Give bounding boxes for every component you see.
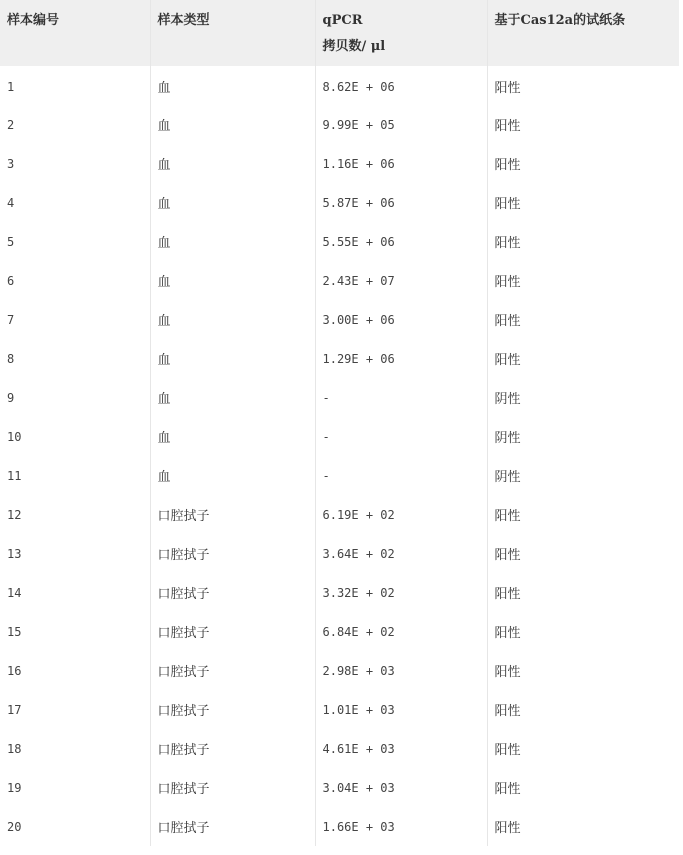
cell-strip-result: 阴性	[487, 378, 679, 417]
cell-strip-result: 阳性	[487, 534, 679, 573]
header-qpcr-unit: 拷贝数/ μl	[322, 39, 386, 54]
cell-strip-result: 阳性	[487, 183, 679, 222]
cell-sample-id: 1	[7, 79, 15, 94]
cell-sample-type: 口腔拭子	[150, 729, 315, 768]
cell-strip-result: 阳性	[487, 729, 679, 768]
cell-qpcr-copies: 3.64E + 02	[315, 534, 487, 573]
cell-sample-type: 血	[150, 261, 315, 300]
table-row	[0, 651, 679, 690]
cell-sample-id: 10	[7, 429, 22, 444]
cell-strip-result: 阳性	[487, 222, 679, 261]
table-header-row	[0, 0, 679, 66]
table-row	[0, 222, 679, 261]
table-row	[0, 807, 679, 846]
cell-sample-id: 14	[7, 585, 22, 600]
cell-sample-type: 口腔拭子	[150, 612, 315, 651]
header-strip-label: 基于Cas12a的试纸条	[494, 13, 626, 28]
cell-qpcr-copies: 5.87E + 06	[315, 183, 487, 222]
cell-sample-id: 2	[7, 117, 15, 132]
table-row	[0, 261, 679, 300]
cell-qpcr-copies: 1.29E + 06	[315, 339, 487, 378]
cell-qpcr-copies: 1.01E + 03	[315, 690, 487, 729]
header-sample-id	[0, 0, 150, 66]
cell-sample-type: 血	[150, 144, 315, 183]
table-row	[0, 300, 679, 339]
cell-qpcr-copies: 2.43E + 07	[315, 261, 487, 300]
cell-qpcr-copies: -	[315, 417, 487, 456]
cell-strip-result: 阳性	[487, 612, 679, 651]
cell-qpcr-copies: 3.32E + 02	[315, 573, 487, 612]
table-row	[0, 417, 679, 456]
cell-sample-type: 血	[150, 378, 315, 417]
table-row	[0, 183, 679, 222]
table-row	[0, 105, 679, 144]
cell-strip-result: 阳性	[487, 651, 679, 690]
cell-sample-type: 血	[150, 222, 315, 261]
cell-strip-result: 阴性	[487, 456, 679, 495]
cell-sample-type: 血	[150, 105, 315, 144]
cell-sample-id: 8	[7, 351, 15, 366]
cell-strip-result: 阳性	[487, 105, 679, 144]
cell-sample-id: 6	[7, 273, 15, 288]
cell-sample-id: 19	[7, 780, 22, 795]
cell-sample-id: 3	[7, 156, 15, 171]
header-qpcr-label: qPCR	[322, 13, 363, 28]
cell-qpcr-copies: 1.16E + 06	[315, 144, 487, 183]
cell-strip-result: 阳性	[487, 573, 679, 612]
cell-qpcr-copies: 1.66E + 03	[315, 807, 487, 846]
table-row	[0, 66, 679, 105]
cell-sample-id: 11	[7, 468, 22, 483]
cell-sample-type: 口腔拭子	[150, 495, 315, 534]
cell-sample-type: 血	[150, 66, 315, 105]
table-row	[0, 378, 679, 417]
cell-strip-result: 阳性	[487, 495, 679, 534]
cell-qpcr-copies: 9.99E + 05	[315, 105, 487, 144]
cell-qpcr-copies: 3.04E + 03	[315, 768, 487, 807]
cell-sample-id: 20	[7, 819, 22, 834]
table-row	[0, 495, 679, 534]
cell-sample-type: 血	[150, 183, 315, 222]
cell-sample-id: 4	[7, 195, 15, 210]
header-sample-id-label: 样本编号	[7, 13, 60, 28]
cell-qpcr-copies: -	[315, 378, 487, 417]
cell-sample-id: 17	[7, 702, 22, 717]
cell-sample-type: 口腔拭子	[150, 768, 315, 807]
cell-qpcr-copies: 6.19E + 02	[315, 495, 487, 534]
cell-strip-result: 阴性	[487, 417, 679, 456]
cell-strip-result: 阳性	[487, 144, 679, 183]
cell-strip-result: 阳性	[487, 768, 679, 807]
table-row	[0, 456, 679, 495]
cell-sample-id: 13	[7, 546, 22, 561]
cell-sample-id: 9	[7, 390, 15, 405]
cell-sample-id: 5	[7, 234, 15, 249]
cell-sample-type: 口腔拭子	[150, 690, 315, 729]
cell-qpcr-copies: 6.84E + 02	[315, 612, 487, 651]
cell-qpcr-copies: 2.98E + 03	[315, 651, 487, 690]
header-strip	[487, 0, 679, 66]
cell-sample-type: 口腔拭子	[150, 534, 315, 573]
cell-qpcr-copies: 3.00E + 06	[315, 300, 487, 339]
cell-strip-result: 阳性	[487, 690, 679, 729]
cell-sample-type: 口腔拭子	[150, 573, 315, 612]
cell-qpcr-copies: 5.55E + 06	[315, 222, 487, 261]
cell-qpcr-copies: 4.61E + 03	[315, 729, 487, 768]
cell-qpcr-copies: 8.62E + 06	[315, 66, 487, 105]
cell-sample-type: 口腔拭子	[150, 651, 315, 690]
table-row	[0, 612, 679, 651]
cell-strip-result: 阳性	[487, 300, 679, 339]
header-qpcr	[315, 0, 487, 66]
table-row	[0, 768, 679, 807]
table-row	[0, 339, 679, 378]
cell-sample-id: 15	[7, 624, 22, 639]
cell-sample-id: 12	[7, 507, 22, 522]
cell-sample-type: 血	[150, 339, 315, 378]
table-body	[0, 66, 679, 846]
header-sample-type-label: 样本类型	[157, 13, 210, 28]
cell-sample-id: 7	[7, 312, 15, 327]
cell-strip-result: 阳性	[487, 807, 679, 846]
cell-strip-result: 阳性	[487, 339, 679, 378]
cell-sample-id: 16	[7, 663, 22, 678]
table-row	[0, 573, 679, 612]
cell-sample-type: 血	[150, 417, 315, 456]
table-row	[0, 729, 679, 768]
table-row	[0, 534, 679, 573]
table-row	[0, 144, 679, 183]
cell-sample-type: 血	[150, 300, 315, 339]
cell-strip-result: 阳性	[487, 66, 679, 105]
cell-qpcr-copies: -	[315, 456, 487, 495]
cell-sample-id: 18	[7, 741, 22, 756]
cell-sample-type: 口腔拭子	[150, 807, 315, 846]
cell-strip-result: 阳性	[487, 261, 679, 300]
header-sample-type	[150, 0, 315, 66]
cell-sample-type: 血	[150, 456, 315, 495]
table-row	[0, 690, 679, 729]
